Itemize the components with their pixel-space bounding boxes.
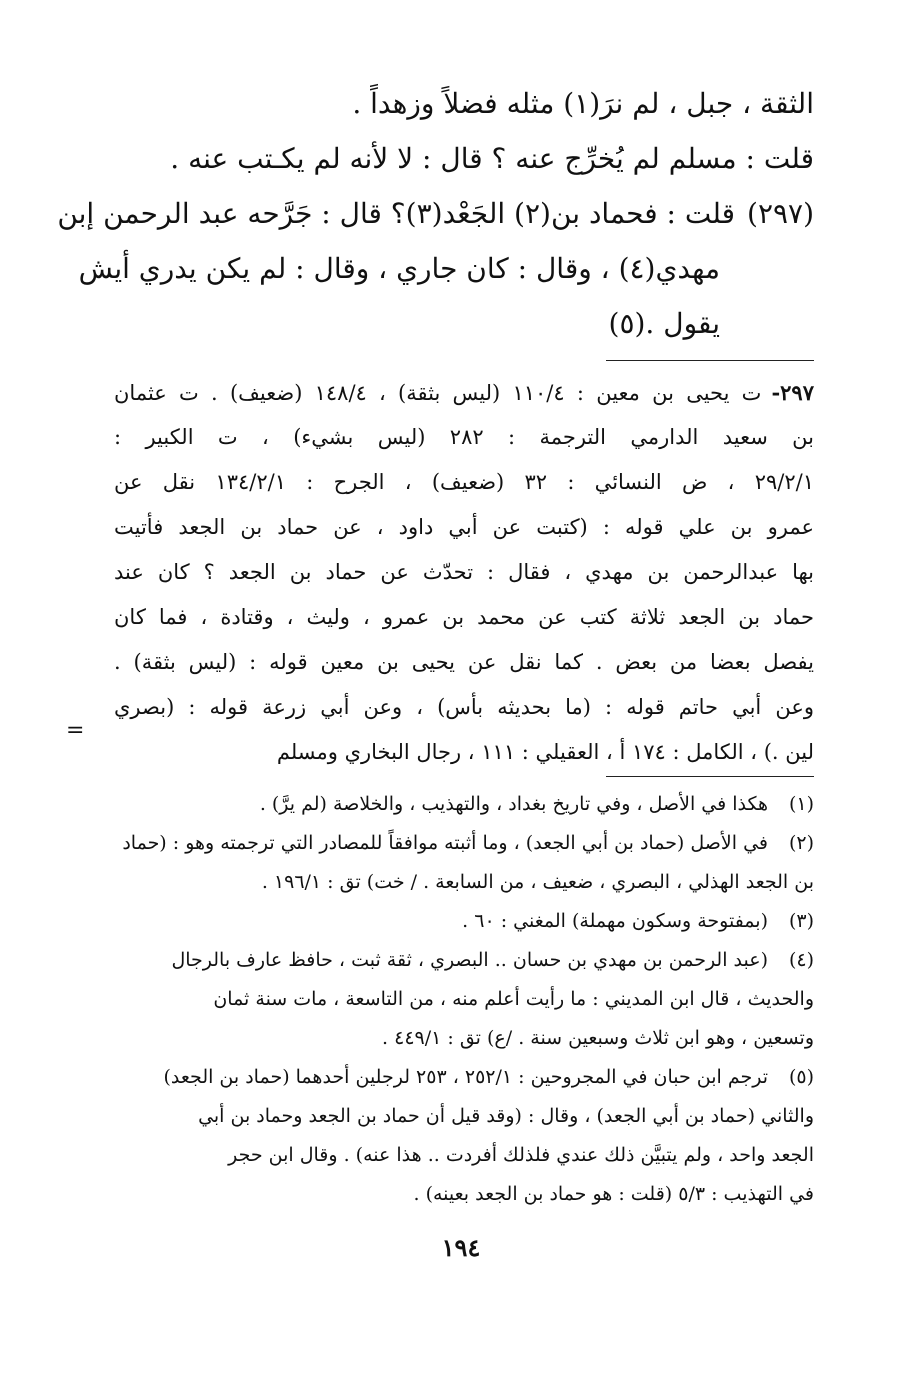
commentary-line: يفصل بعضا من بعض . كما نقل عن يحيى بن معين قوله : (ليس بثقة) . [114, 650, 814, 674]
continuation-mark: = [66, 718, 85, 743]
commentary-line: بها عبدالرحمن بن مهدي ، فقال : تحدّث عن حماد بن الجعد ؟ كان عند [114, 560, 814, 584]
commentary-line: وعن أبي حاتم قوله : (ما بحديثه بأس) ، وعن أبي زرعة قوله : (بصري [114, 695, 814, 719]
footnote-4: (٤)(عبد الرحمن بن مهدي بن حسان .. البصري ، ثقة ثبت ، حافظ عارف بالرجال والحديث ، قال ابن المديني : ما رأيت أعلم منه ، من التاسعة ، مات سنة ثمان وتسعين ، وهو ابن ثلاث وسبعين سنة . /ع) تق : ٤٤٩/١ . [114, 941, 814, 1058]
main-line-3: (٢٩٧)قلت : فحماد بن(٢) الجَعْد(٣)؟ قال : جَرَّحه عبد الرحمن إبن [114, 186, 814, 241]
footnote-number: (١) [788, 793, 814, 815]
footnote-1: (١)هكذا في الأصل ، وفي تاريخ بغداد ، والتهذيب ، والخلاصة (لم يرَّ) . [114, 785, 814, 824]
main-line-2: قلت : مسلم لم يُخرِّج عنه ؟ قال : لا لأنه لم يكـتب عنه . [170, 142, 814, 175]
footnote-5: (٥)ترجم ابن حبان في المجروحين : ٢٥٢/١ ، ٢٥٣ لرجلين أحدهما (حماد بن الجعد) والثاني (حماد بن أبي الجعد) ، وقال : (وقد قيل أن حماد بن الجعد وحماد بن أبي الجعد واحد ، ولم يتبيَّن ذلك عندي فلذلك أفردت .. هذا عنه) . وقال ابن حجر في التهذيب : ٥/٣ (قلت : هو حماد بن الجعد بعينه) . [114, 1058, 814, 1214]
commentary-entry-number: ٢٩٧- [771, 380, 814, 405]
main-line-5: يقول .(٥) [608, 307, 720, 340]
commentary-line: عمرو بن علي قوله : (كتبت عن أبي داود ، عن حماد بن الجعد فأتيت [114, 515, 814, 539]
main-text [57, 76, 814, 351]
footnote-number: (٣) [788, 910, 814, 932]
footnote-number: (٤) [788, 949, 814, 971]
commentary-line: بن سعيد الدارمي الترجمة : ٢٨٢ (ليس بشيء) ، ت الكبير : [114, 425, 815, 449]
main-line-1: الثقة ، جبل ، لم نرَ(١) مثله فضلاً وزهداً . [352, 87, 814, 120]
commentary-line: ٢٩٧-ت يحيى بن معين : ١١٠/٤ (ليس بثقة) ، ١٤٨/٤ (ضعيف) . ت عثمان [114, 380, 814, 405]
separator-rule-top [606, 360, 814, 361]
footnote-2: (٢)في الأصل (حماد بن أبي الجعد) ، وما أثبته موافقاً للمصادر التي ترجمته وهو : (حماد بن الجعد الهذلي ، البصري ، ضعيف ، من السابعة . / خت) تق : ١٩٦/١ . [114, 824, 814, 902]
footnotes [114, 785, 814, 1214]
commentary-line: لين .) ، الكامل : ١٧٤ أ ، العقيلي : ١١١ ، رجال البخاري ومسلم [276, 740, 814, 764]
entry-number: (٢٩٧) [747, 197, 814, 230]
page-number: ١٩٤ [441, 1233, 481, 1262]
footnote-number: (٢) [788, 832, 814, 854]
main-line-4: مهدي(٤) ، وقال : كان جاري ، وقال : لم يكن يدري أيش [78, 252, 720, 285]
commentary [114, 370, 814, 775]
separator-rule-bottom [606, 776, 814, 777]
commentary-line: حماد بن الجعد ثلاثة كتب عن محمد بن عمرو ، وليث ، وقتادة ، فما كان [114, 605, 814, 629]
commentary-line: ٢٩/٢/١ ، ض النسائي : ٣٢ (ضعيف) ، الجرح : ١٣٤/٢/١ نقل عن [114, 470, 814, 494]
footnote-number: (٥) [788, 1066, 814, 1088]
footnote-3: (٣)(بمفتوحة وسكون مهملة) المغني : ٦٠ . [114, 902, 814, 941]
